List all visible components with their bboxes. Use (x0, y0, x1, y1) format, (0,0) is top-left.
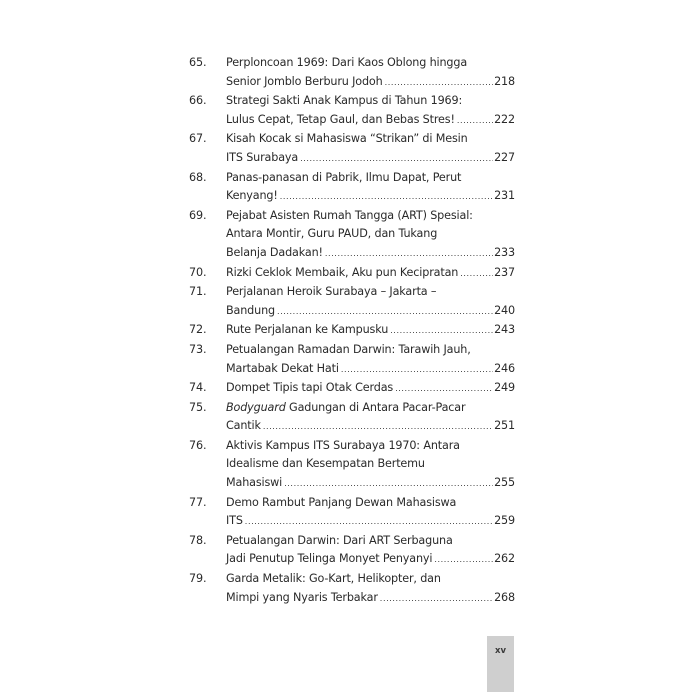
toc-entry[interactable] (189, 92, 515, 130)
toc-title-last-line (226, 244, 515, 264)
dot-leader (390, 322, 493, 341)
toc-title-text: Belanja Dadakan! (226, 245, 323, 259)
toc-entry-title (226, 532, 515, 570)
toc-title-text: Mimpi yang Nyaris Terbakar (226, 590, 378, 604)
toc-title-last-line (226, 264, 515, 284)
toc-title-text: Senior Jomblo Berburu Jodoh (226, 74, 383, 88)
toc-title-text: Martabak Dekat Hati (226, 361, 339, 375)
dot-leader (457, 112, 493, 131)
toc-title-line (226, 92, 515, 111)
toc-title-text: Rizki Ceklok Membaik, Aku pun Kecipratan (226, 265, 459, 279)
toc-entry-number: 73. (189, 342, 207, 356)
toc-title-text: Mahasiswi (226, 476, 283, 490)
toc-title-text: Demo Rambut Panjang Dewan Mahasiswa (226, 495, 457, 509)
toc-entry-title (226, 437, 515, 494)
toc-title-last-line (226, 302, 515, 322)
toc-page-number: 249 (494, 381, 515, 395)
toc-title-text: Petualangan Darwin: Dari ART Serbaguna (226, 533, 453, 547)
dot-leader (460, 265, 493, 284)
toc-title-last-line (226, 512, 515, 532)
toc-entry-number: 65. (189, 56, 207, 69)
toc-title-text: Garda Metalik: Go-Kart, Helikopter, dan (226, 572, 441, 586)
toc-entry-number: 66. (189, 94, 207, 108)
dot-leader (380, 590, 493, 609)
toc-entry-title (226, 54, 515, 92)
toc-entry-number: 71. (189, 285, 207, 299)
toc-entry[interactable] (189, 321, 515, 341)
toc-title-text: Lulus Cepat, Tetap Gaul, dan Bebas Stres! (226, 112, 455, 126)
toc-title-text: Bandung (226, 303, 275, 317)
toc-entry[interactable] (189, 54, 515, 92)
toc-title-last-line (226, 111, 515, 131)
toc-entry-title (226, 130, 515, 168)
toc-page-number: 255 (494, 476, 515, 490)
toc-title-text: Strategi Sakti Anak Kampus di Tahun 1969: (226, 94, 463, 108)
toc-title-last-line (226, 149, 515, 169)
toc-entry-title (226, 207, 515, 264)
toc-page-number: 231 (494, 189, 515, 203)
dot-leader (325, 245, 493, 264)
toc-entry-number: 76. (189, 438, 207, 452)
toc-entry-title (226, 494, 515, 532)
toc-entry-number: 74. (189, 381, 207, 395)
toc-title-last-line (226, 417, 515, 437)
toc-entry-number: 78. (189, 533, 207, 547)
toc-page-number: 243 (494, 323, 515, 337)
toc-title-line (226, 437, 515, 456)
toc-page-number: 259 (494, 514, 515, 528)
toc-title-text: Perjalanan Heroik Surabaya – Jakarta – (226, 285, 437, 299)
toc-entry-title (226, 283, 515, 321)
page-number: xv (494, 646, 507, 656)
toc-entry[interactable] (189, 532, 515, 570)
dot-leader (277, 303, 493, 322)
toc-title-text: Dompet Tipis tapi Otak Cerdas (226, 381, 394, 395)
toc-title-last-line (226, 187, 515, 207)
toc-page-number: 237 (494, 265, 515, 279)
dot-leader (395, 380, 493, 399)
toc-entry-title (226, 321, 515, 341)
toc-page-number: 262 (494, 552, 515, 566)
toc-entry[interactable] (189, 264, 515, 284)
toc-entry[interactable] (189, 283, 515, 321)
toc-title-text: Panas-panasan di Pabrik, Ilmu Dapat, Perut (226, 170, 462, 184)
toc-title-text: Pejabat Asisten Rumah Tangga (ART) Spesial: (226, 208, 473, 222)
dot-leader (300, 150, 493, 169)
toc-entry[interactable] (189, 207, 515, 264)
toc-title-line (226, 225, 515, 244)
toc-title-italic: Bodyguard (226, 400, 286, 414)
toc-entry[interactable] (189, 437, 515, 494)
toc-entry-title (226, 92, 515, 130)
toc-title-text: Jadi Penutup Telinga Monyet Penyanyi (226, 552, 433, 566)
toc-entry[interactable] (189, 399, 515, 437)
dot-leader (434, 551, 493, 570)
toc-title-text: Antara Montir, Guru PAUD, dan Tukang (226, 227, 438, 241)
toc-title-line (226, 130, 515, 149)
dot-leader (341, 361, 493, 380)
toc-title-last-line (226, 73, 515, 93)
toc-page-number: 268 (494, 590, 515, 604)
toc-title-line (226, 207, 515, 226)
toc-entry-number: 69. (189, 208, 207, 222)
toc-page-number: 227 (494, 150, 515, 164)
toc-title-last-line (226, 360, 515, 380)
toc-title-line (226, 399, 515, 418)
table-of-contents (189, 54, 515, 608)
toc-title-text: ITS (226, 514, 243, 528)
toc-page-number: 240 (494, 303, 515, 317)
toc-entry[interactable] (189, 341, 515, 379)
toc-title-line (226, 532, 515, 551)
toc-title-text: Idealisme dan Kesempatan Bertemu (226, 457, 425, 471)
toc-entry-number: 77. (189, 495, 207, 509)
toc-title-line (226, 283, 515, 302)
toc-title-last-line (226, 379, 515, 399)
toc-entry[interactable] (189, 494, 515, 532)
toc-entry-title (226, 399, 515, 437)
toc-page-number: 222 (494, 112, 515, 126)
toc-title-text: Perploncoan 1969: Dari Kaos Oblong hingga (226, 56, 468, 69)
toc-page-number: 233 (494, 245, 515, 259)
toc-title-line (226, 494, 515, 513)
dot-leader (280, 188, 493, 207)
toc-title-last-line (226, 321, 515, 341)
toc-entry-title (226, 341, 515, 379)
toc-title-last-line (226, 589, 515, 609)
toc-page-number: 218 (494, 74, 515, 88)
toc-title-text: Petualangan Ramadan Darwin: Tarawih Jauh, (226, 342, 471, 356)
toc-title-last-line (226, 550, 515, 570)
dot-leader (263, 418, 493, 437)
dot-leader (284, 475, 493, 494)
toc-entry-title (226, 379, 515, 399)
toc-entry[interactable] (189, 570, 515, 608)
toc-title-text: ITS Surabaya (226, 150, 299, 164)
toc-page-number: 251 (494, 419, 515, 433)
toc-entry-number: 70. (189, 265, 207, 279)
dot-leader (245, 513, 493, 532)
toc-title-line (226, 169, 515, 188)
toc-title-line (226, 570, 515, 589)
toc-entry[interactable] (189, 379, 515, 399)
toc-entry[interactable] (189, 169, 515, 207)
toc-title-text: Cantik (226, 419, 261, 433)
toc-title-line (226, 455, 515, 474)
toc-entry-number: 67. (189, 132, 207, 146)
toc-title-text: Aktivis Kampus ITS Surabaya 1970: Antara (226, 438, 460, 452)
toc-title-text: Kisah Kocak si Mahasiswa “Strikan” di Mesin (226, 132, 468, 146)
toc-title-text: Kenyang! (226, 189, 278, 203)
toc-page-number: 246 (494, 361, 515, 375)
toc-title-line (226, 54, 515, 73)
dot-leader (385, 74, 494, 93)
page-number-tab (487, 636, 514, 692)
toc-title-line (226, 341, 515, 360)
toc-entry-number: 72. (189, 323, 207, 337)
toc-entry-number: 79. (189, 572, 207, 586)
toc-title-text: Gadungan di Antara Pacar-Pacar (285, 400, 466, 414)
toc-title-last-line (226, 474, 515, 494)
toc-entry-number: 68. (189, 170, 207, 184)
toc-entry[interactable] (189, 130, 515, 168)
toc-entry-title (226, 169, 515, 207)
toc-title-text: Rute Perjalanan ke Kampusku (226, 323, 389, 337)
toc-entry-number: 75. (189, 400, 207, 414)
toc-entry-title (226, 264, 515, 284)
toc-entry-title (226, 570, 515, 608)
